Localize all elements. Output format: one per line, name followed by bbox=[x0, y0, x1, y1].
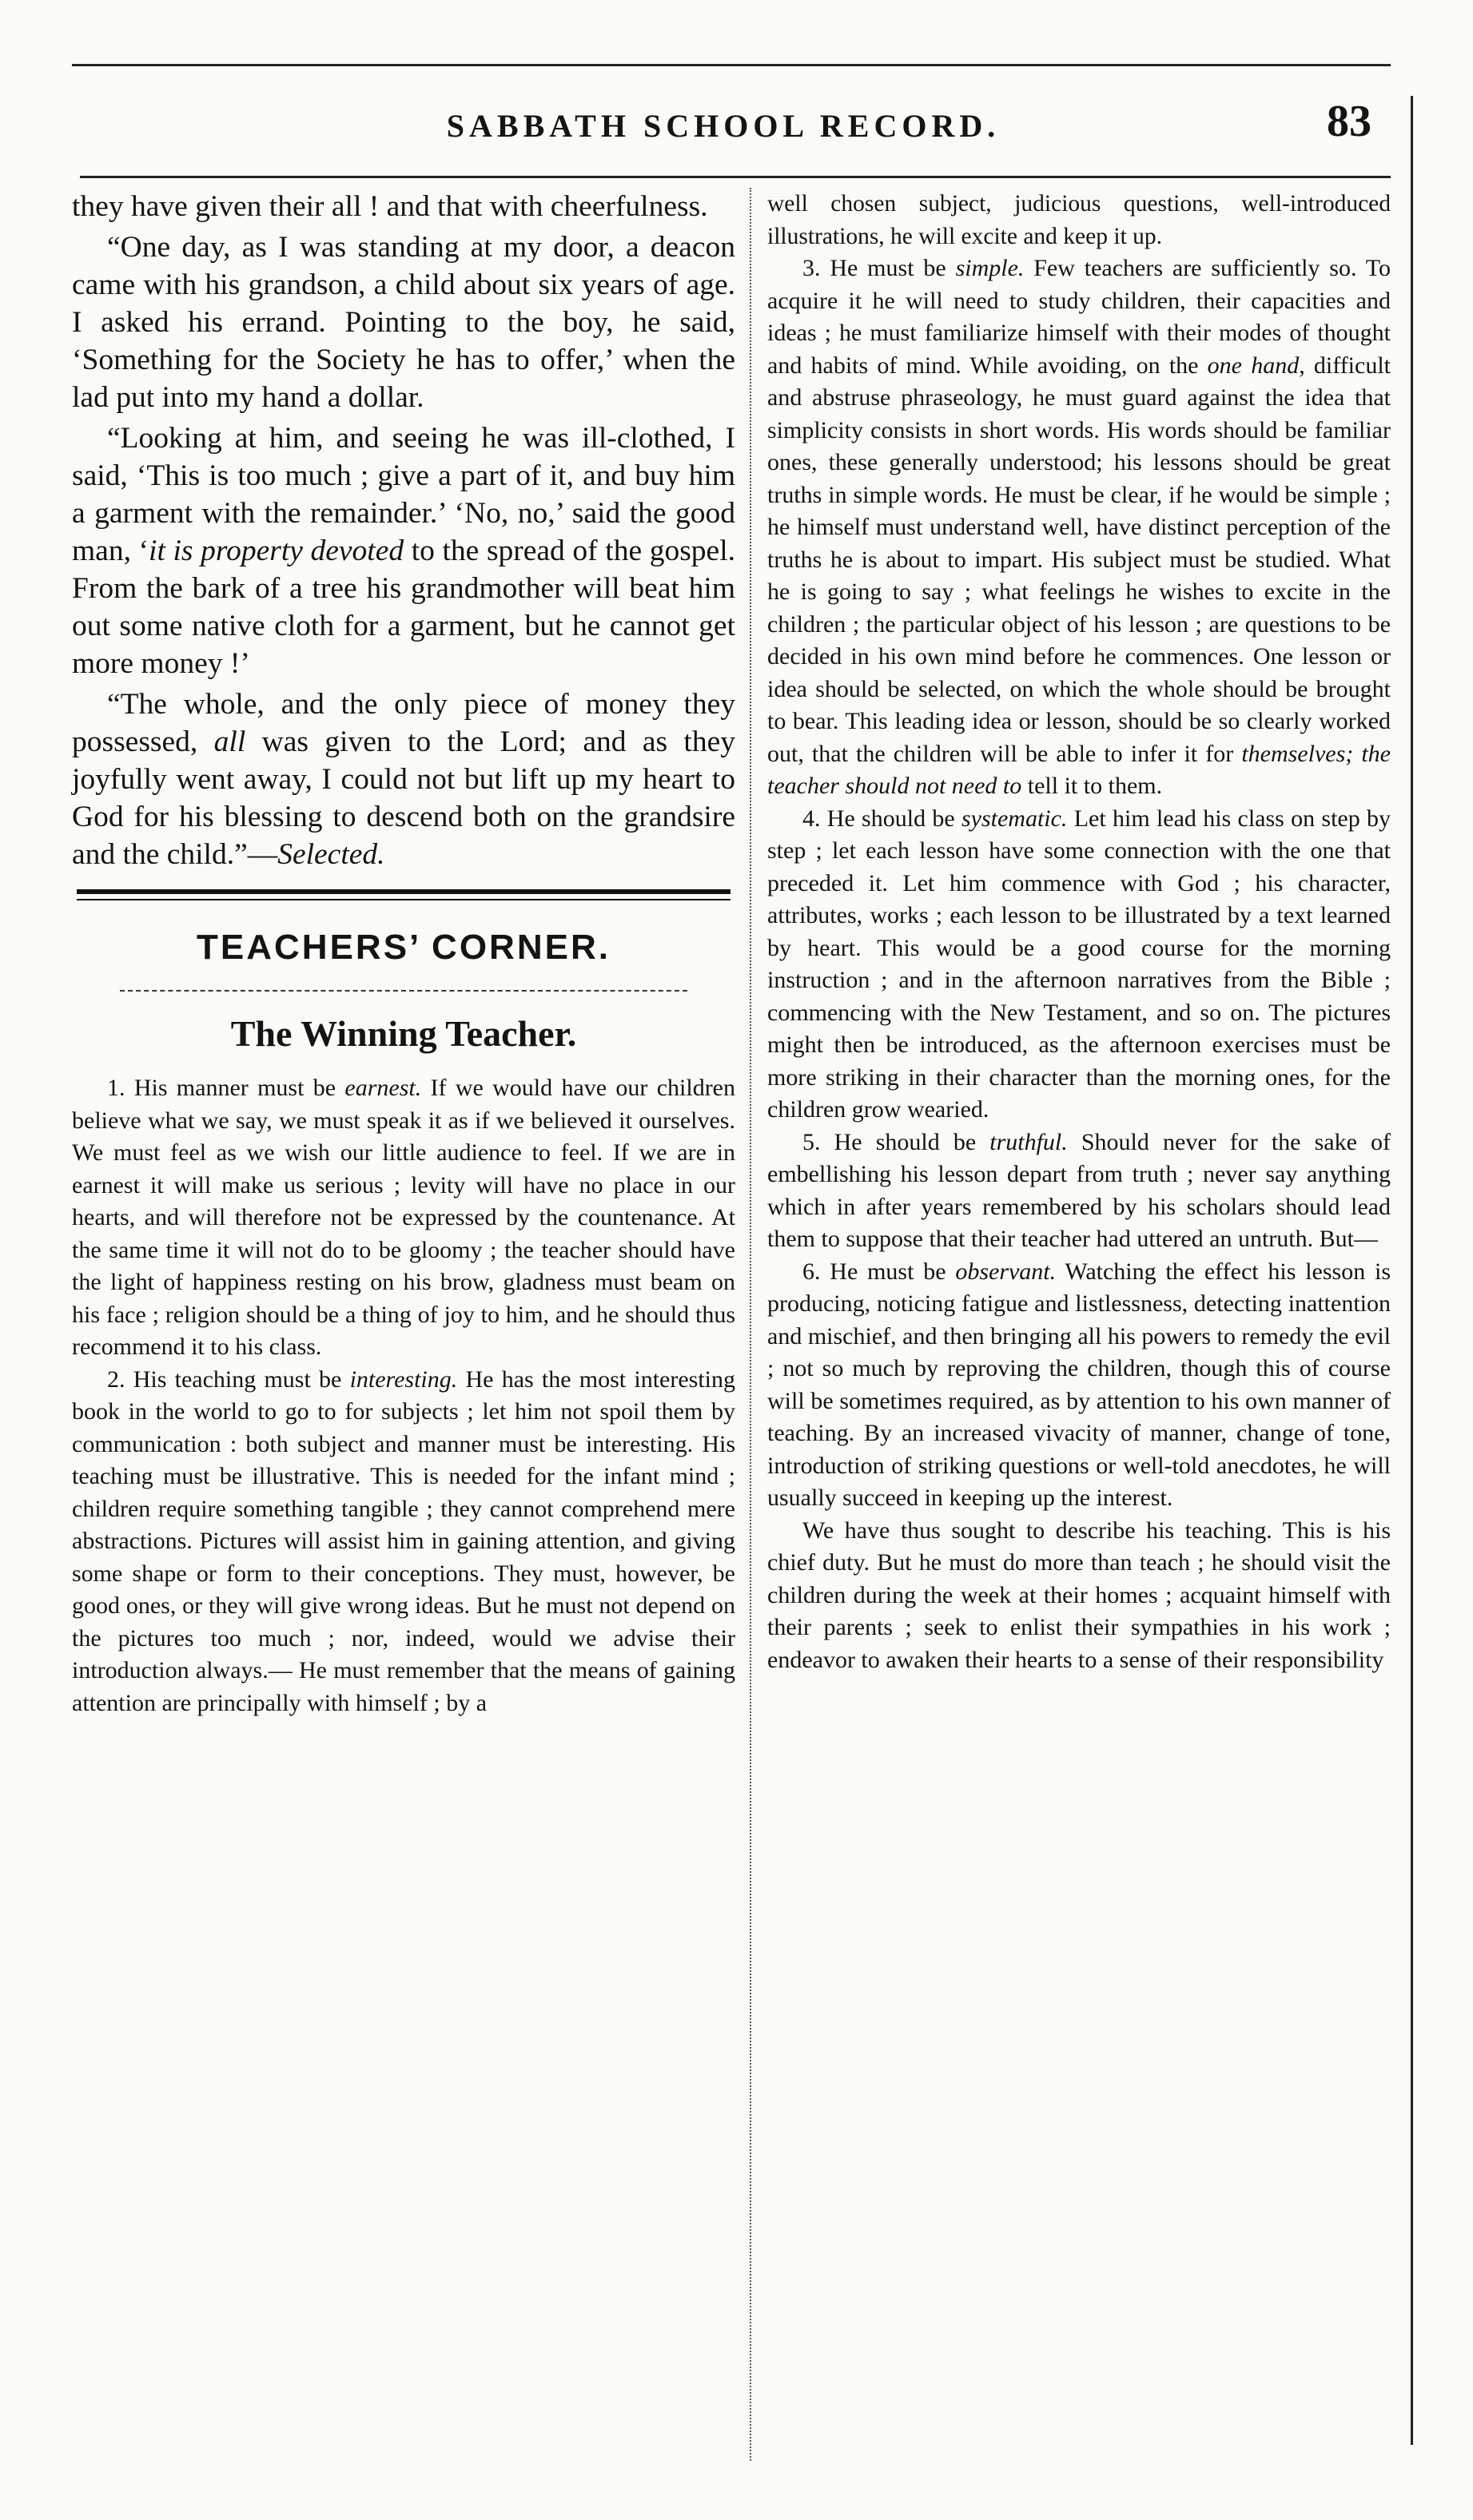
emphasis: all bbox=[213, 725, 246, 758]
emphasis: one hand bbox=[1207, 352, 1300, 379]
running-title: SABBATH SCHOOL RECORD. bbox=[446, 108, 1001, 144]
newspaper-page bbox=[56, 48, 1391, 2477]
emphasis: earnest. bbox=[344, 1075, 422, 1101]
paragraph: “The whole, and the only piece of money they possessed, all was given to the Lord; and as they joyfully went away, I could not but lift up my heart to God for his blessing to descend both on the grandsire and the child.”—Selected. bbox=[72, 688, 735, 871]
left-column bbox=[72, 188, 735, 1719]
paragraph: We have thus sought to describe his teaching. This is his chief duty. But he must do more than teach ; he should visit the children during the week at their homes ; acquaint himself with their parents ; seek to enlist their sympathies in his work ; endeavor to awaken their hearts to a sense of their responsibility bbox=[767, 1516, 1391, 1673]
emphasis: themselves; the teacher should not need to bbox=[767, 740, 1391, 799]
emphasis: simple. bbox=[955, 255, 1025, 281]
right-border-line bbox=[1411, 96, 1413, 2445]
section-divider bbox=[72, 889, 735, 900]
paragraph: “Looking at him, and seeing he was ill-clothed, I said, ‘This is too much ; give a part of it, and buy him a garment with the remainder.’ ‘No, no,’ said the good man, ‘it is property devoted to the spread of the gospel. From the bark of a tree his grandmother will beat him out some native cloth for a garment, but he cannot get more money !’ bbox=[72, 422, 735, 680]
paragraph: 6. He must be observant. Watching the effect his lesson is producing, noticing fatigue and listlessness, detecting inattention and mischief, and then bringing all his powers to remedy the evil ; not so much by reproving the children, though this of course will be sometimes required, as by attention to his own manner of teaching. By an increased vivacity of manner, change of tone, introduction of striking questions or well-told anecdotes, he will usually succeed in keeping up the interest. bbox=[767, 1258, 1391, 1511]
header-rule bbox=[80, 176, 1391, 178]
section-heading: TEACHERS’ CORNER. bbox=[197, 928, 611, 967]
emphasis: interesting. bbox=[349, 1365, 458, 1393]
dashed-rule bbox=[120, 990, 687, 992]
article-title: The Winning Teacher. bbox=[230, 1013, 577, 1054]
paragraph: they have given their all ! and that with cheerfulness. bbox=[72, 190, 708, 223]
paragraph: 1. His manner must be earnest. If we would have our children believe what we say, we must speak it as if we believed it ourselves. We must feel as we wish our little audience to feel. If we are in earnest it will make us serious ; levity will have no place in our hearts, and will therefore not be expressed by the countenance. At the same time it will not do to be gloomy ; the teacher should have the light of happiness resting on his brow, gladness must beam on his face ; religion should be a thing of joy to him, and he should thus recommend it to his class. bbox=[72, 1075, 736, 1360]
column-divider bbox=[750, 188, 751, 2461]
emphasis: observant. bbox=[955, 1258, 1057, 1285]
right-column bbox=[767, 188, 1391, 1676]
emphasis: systematic. bbox=[961, 805, 1068, 832]
page-header bbox=[56, 96, 1391, 168]
page-number: 83 bbox=[1327, 97, 1371, 146]
paragraph: “One day, as I was standing at my door, a deacon came with his grandson, a child about six years of age. I asked his errand. Pointing to the boy, he said, ‘Something for the Society he has to offer,’ when the lad put into my hand a dollar. bbox=[72, 231, 735, 414]
emphasis: it is property devoted bbox=[149, 535, 404, 567]
paragraph: 2. His teaching must be interesting. He has the most interesting book in the world to go to for subjects ; let him not spoil them by communication : both subject and manner must be interesting. His teaching must be illustrative. This is needed for the infant mind ; children require something tangible ; they cannot comprehend mere abstractions. Pictures will assist him in gaining attention, and giving some shape or form to their conceptions. They must, however, be good ones, or they will give wrong ideas. But he must not depend on the pictures too much ; nor, indeed, would we advise their introduction always.— He must remember that the means of gaining attention are principally with himself ; by a bbox=[72, 1365, 735, 1716]
top-rule bbox=[72, 64, 1391, 66]
emphasis: truthful. bbox=[989, 1128, 1068, 1155]
paragraph: 3. He must be simple. Few teachers are sufficiently so. To acquire it he will need to study children, their capacities and ideas ; he must familiarize himself with their modes of thought and habits of mind. While avoiding, on the one hand, difficult and abstruse phraseology, he must guard against the idea that simplicity consists in short words. His words should be familiar ones, these generally understood; his lessons should be great truths in simple words. He must be clear, if he would be simple ; he himself must understand well, have distinct perception of the truths he is about to impart. His subject must be studied. What he is going to say ; what feelings he wishes to excite in the children ; the particular object of his lesson ; are questions to be decided in his own mind before he commences. One lesson or idea should be selected, on which the whole should be brought to bear. This leading idea or lesson, should be so clearly worked out, that the children will be able to infer it for themselves; the teacher should not need to tell it to them. bbox=[767, 255, 1391, 799]
paragraph: 4. He should be systematic. Let him lead his class on step by step ; let each lesson have some connection with the one that preceded it. Let him commence with God ; his character, attributes, works ; each lesson to be illustrated by a text learned by heart. This would be a good course for the morning instruction ; and in the afternoon narratives from the Bible ; commencing with the New Testament, and so on. The pictures might then be introduced, as the afternoon exercises must be more striking in their character than the morning ones, for the children grow wearied. bbox=[767, 805, 1391, 1123]
signature: Selected. bbox=[277, 838, 385, 871]
paragraph: 5. He should be truthful. Should never for the sake of embellishing his lesson depart from truth ; never say anything which in after years remembered by his scholars should lead them to suppose that their teacher had uttered an untruth. But— bbox=[767, 1128, 1391, 1252]
paragraph: well chosen subject, judicious questions, well-introduced illustrations, he will excite and keep it up. bbox=[767, 191, 1391, 249]
